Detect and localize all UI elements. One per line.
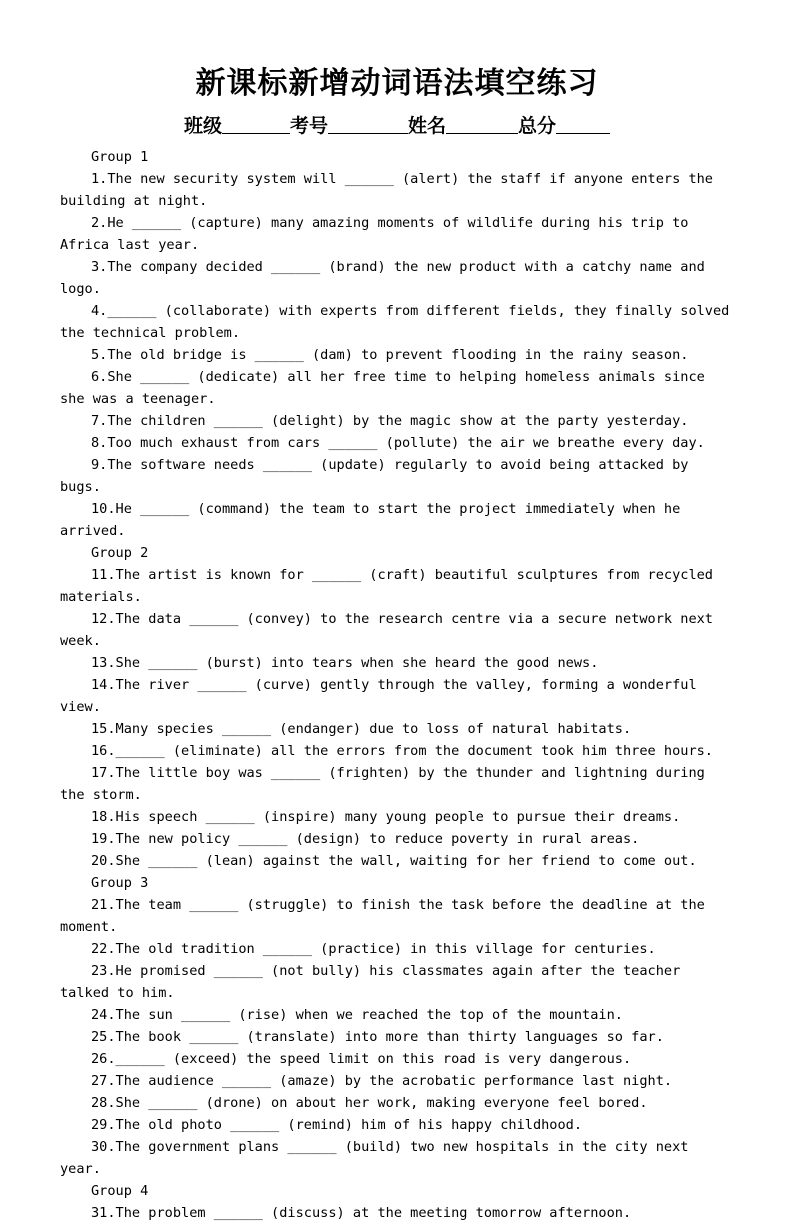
student-info-line [0,111,794,138]
exercise-item: 24.The sun ______ (rise) when we reached the top of the mountain. [91,1007,623,1023]
class-label: 班级 [183,115,222,137]
exercise-item: 15.Many species ______ (endanger) due to loss of natural habitats. [91,721,632,737]
class-blank [222,115,290,134]
exam-number-blank [328,115,408,134]
exercise-item: 10.He ______ (command) the team to start the project immediately when he arrived. [60,501,689,539]
exercise-item: 12.The data ______ (convey) to the research centre via a secure network next week. [60,611,722,649]
exercise-item: 28.She ______ (drone) on about her work, making everyone feel bored. [91,1095,648,1111]
exercise-item: 16.______ (eliminate) all the errors from the document took him three hours. [91,743,713,759]
exercise-item: 8.Too much exhaust from cars ______ (pollute) the air we breathe every day. [91,435,705,451]
exercise-item: 26.______ (exceed) the speed limit on this road is very dangerous. [91,1051,632,1067]
exercise-item: 11.The artist is known for ______ (craft) beautiful sculptures from recycled materials. [60,567,722,605]
page-title: 新课标新增动词语法填空练习 [195,66,599,101]
exercise-item: 13.She ______ (burst) into tears when she heard the good news. [91,655,599,671]
exercise-item: 18.His speech ______ (inspire) many young people to pursue their dreams. [91,809,681,825]
exercise-item: 21.The team ______ (struggle) to finish the task before the deadline at the moment. [60,897,713,935]
exercise-item: 6.She ______ (dedicate) all her free time to helping homeless animals since she was a teenager. [60,369,713,407]
group-heading: Group 2 [91,545,149,561]
exercise-body [60,146,736,1224]
exercise-item: 7.The children ______ (delight) by the magic show at the party yesterday. [91,413,689,429]
group-heading: Group 4 [91,1183,149,1199]
exam-number-label: 考号 [289,115,328,137]
score-blank [556,115,610,134]
exercise-item: 5.The old bridge is ______ (dam) to prevent flooding in the rainy season. [91,347,689,363]
exercise-item: 14.The river ______ (curve) gently through the valley, forming a wonderful view. [60,677,705,715]
exercise-item: 22.The old tradition ______ (practice) in this village for centuries. [91,941,656,957]
group-heading: Group 1 [91,149,149,165]
exercise-item: 30.The government plans ______ (build) two new hospitals in the city next year. [60,1139,697,1177]
exercise-item: 29.The old photo ______ (remind) him of his happy childhood. [91,1117,583,1133]
exercise-item: 1.The new security system will ______ (alert) the staff if anyone enters the building at night. [60,171,722,209]
exercise-item: 9.The software needs ______ (update) regularly to avoid being attacked by bugs. [60,457,697,495]
exercise-item: 17.The little boy was ______ (frighten) by the thunder and lightning during the storm. [60,765,713,803]
exercise-item: 4.______ (collaborate) with experts from different fields, they finally solved the technical problem. [60,303,738,341]
exercise-item: 19.The new policy ______ (design) to reduce poverty in rural areas. [91,831,640,847]
exercise-item: 27.The audience ______ (amaze) by the acrobatic performance last night. [91,1073,673,1089]
exercise-item: 25.The book ______ (translate) into more than thirty languages so far. [91,1029,664,1045]
name-label: 姓名 [408,115,447,137]
exercise-item: 3.The company decided ______ (brand) the new product with a catchy name and logo. [60,259,713,297]
exercise-item: 2.He ______ (capture) many amazing moments of wildlife during his trip to Africa last year. [60,215,697,253]
exercise-item: 31.The problem ______ (discuss) at the meeting tomorrow afternoon. [91,1205,632,1221]
group-heading: Group 3 [91,875,149,891]
score-label: 总分 [518,115,557,137]
exercise-item: 20.She ______ (lean) against the wall, waiting for her friend to come out. [91,853,697,869]
exercise-item: 23.He promised ______ (not bully) his classmates again after the teacher talked to him. [60,963,689,1001]
name-blank [446,115,518,134]
